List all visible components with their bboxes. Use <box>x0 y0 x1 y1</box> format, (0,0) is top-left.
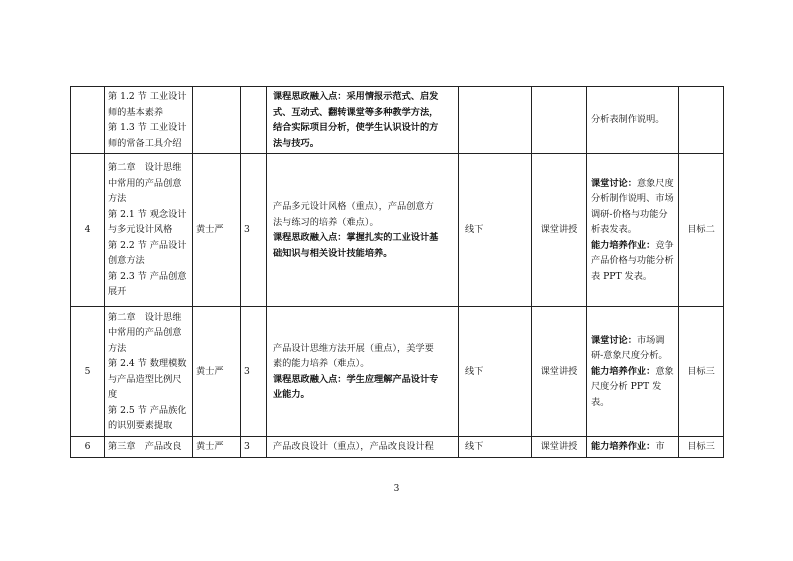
homework-item <box>591 364 674 411</box>
content-line: 素的能力培养（难点）。 <box>273 358 370 369</box>
ideology-line: 课程思政融入点：学生应理解产品设计专 <box>273 373 439 385</box>
chapter-line: 方法 <box>108 193 127 205</box>
chapter-line: 第 1.3 节 工业设计 <box>108 122 187 133</box>
homework-label: 能力培养作业： <box>591 239 656 251</box>
homework-text: 分析表制作说明。 <box>591 114 665 126</box>
content-cell <box>267 154 459 307</box>
homework-item <box>591 333 674 364</box>
row-number-cell: 5 <box>71 307 105 437</box>
mode-cell: 线下 <box>459 437 532 458</box>
teacher-cell: 黄士严 <box>193 307 241 437</box>
table-row <box>71 437 724 458</box>
mode-cell: 线下 <box>459 154 532 307</box>
chapter-line: 中常用的产品创意 <box>108 177 182 189</box>
table-row <box>71 87 724 154</box>
hours-cell: 3 <box>241 307 267 437</box>
homework-text: 市场调研-意象尺度分析。 <box>591 334 668 362</box>
content-cell <box>267 307 459 437</box>
chapter-line: 创意方法 <box>108 255 145 267</box>
row-number-cell: 6 <box>71 437 105 458</box>
chapter-line: 师的基本素养 <box>108 106 164 118</box>
content-line: 产品设计思维方法开展（重点），美学要 <box>273 342 434 354</box>
chapter-cell <box>105 307 193 437</box>
method-cell: 课堂讲授 <box>532 437 587 458</box>
homework-item <box>591 439 674 455</box>
hours-cell: 3 <box>241 154 267 307</box>
method-cell <box>532 87 587 154</box>
homework-item <box>591 176 674 238</box>
chapter-line: 中常用的产品创意 <box>108 327 182 338</box>
chapter-line: 的识别要素提取 <box>108 420 173 431</box>
homework-item <box>591 238 674 285</box>
homework-text: 意象尺度分析制作说明、市场调研-价格与功能分析表发表。 <box>591 177 674 236</box>
chapter-line: 第 2.2 节 产品设计 <box>108 239 187 251</box>
goal-cell <box>679 87 724 154</box>
ideology-line: 课程思政融入点：采用情报示范式、启发 <box>273 91 439 102</box>
homework-cell <box>587 154 679 307</box>
chapter-line: 第二章 设计思维 <box>108 162 182 174</box>
ideology-line: 课程思政融入点：掌握扎实的工业设计基 <box>273 232 439 243</box>
content-cell <box>267 87 459 154</box>
chapter-line: 第二章 设计思维 <box>108 311 182 323</box>
teacher-cell <box>193 87 241 154</box>
hours-cell <box>241 87 267 154</box>
chapter-line: 与产品造型比例尺 <box>108 373 182 385</box>
chapter-line: 师的常备工具介绍 <box>108 137 182 149</box>
method-cell: 课堂讲授 <box>532 154 587 307</box>
table-body <box>71 87 724 458</box>
chapter-line: 第 2.5 节 产品族化 <box>108 404 187 416</box>
row-number-cell <box>71 87 105 154</box>
homework-cell <box>587 87 679 154</box>
course-schedule-table <box>70 86 724 458</box>
mode-cell <box>459 87 532 154</box>
ideology-line: 础知识与相关设计技能培养。 <box>273 247 393 259</box>
goal-cell: 目标二 <box>679 154 724 307</box>
teacher-cell: 黄士严 <box>193 154 241 307</box>
chapter-line: 与多元设计风格 <box>108 224 173 236</box>
homework-text: 市 <box>655 441 665 453</box>
chapter-line: 第 2.4 节 数理模数 <box>108 358 187 369</box>
content-cell <box>267 437 459 458</box>
chapter-line: 第 1.2 节 工业设计 <box>108 91 187 102</box>
chapter-line: 第 2.3 节 产品创意 <box>108 270 187 282</box>
chapter-line: 度 <box>108 389 118 400</box>
page-number: 3 <box>393 484 400 494</box>
ideology-line: 式、互动式、翻转课堂等多种教学方法， <box>273 106 439 118</box>
homework-label: 能力培养作业： <box>591 441 656 453</box>
chapter-cell <box>105 87 193 154</box>
mode-cell: 线下 <box>459 307 532 437</box>
chapter-line: 第 2.1 节 观念设计 <box>108 208 187 220</box>
chapter-line: 方法 <box>108 342 127 354</box>
homework-cell <box>587 437 679 458</box>
ideology-line: 结合实际项目分析，使学生认识设计的方 <box>273 122 439 133</box>
content-line: 法与练习的培养（难点）。 <box>273 216 379 228</box>
homework-item <box>591 112 674 128</box>
homework-label: 能力培养作业： <box>591 365 656 377</box>
homework-text: 意象尺度分析 PPT 发表。 <box>591 365 674 408</box>
teacher-cell: 黄士严 <box>193 437 241 458</box>
table-row <box>71 154 724 307</box>
chapter-cell <box>105 437 193 458</box>
content-line: 产品改良设计（重点），产品改良设计程 <box>273 441 434 453</box>
homework-cell <box>587 307 679 437</box>
chapter-cell <box>105 154 193 307</box>
ideology-line: 法与技巧。 <box>273 137 319 149</box>
content-line: 产品多元设计风格（重点），产品创意方 <box>273 201 434 212</box>
table-row <box>71 307 724 437</box>
homework-text: 竞争产品价格与功能分析表 PPT 发表。 <box>591 239 674 282</box>
goal-cell: 目标三 <box>679 437 724 458</box>
goal-cell: 目标三 <box>679 307 724 437</box>
method-cell: 课堂讲授 <box>532 307 587 437</box>
chapter-line: 第三章 产品改良 <box>108 441 182 453</box>
ideology-line: 业能力。 <box>273 389 310 400</box>
homework-label: 课堂讨论： <box>591 334 637 346</box>
hours-cell: 3 <box>241 437 267 458</box>
chapter-line: 展开 <box>108 286 127 298</box>
homework-label: 课堂讨论： <box>591 177 637 189</box>
row-number-cell: 4 <box>71 154 105 307</box>
